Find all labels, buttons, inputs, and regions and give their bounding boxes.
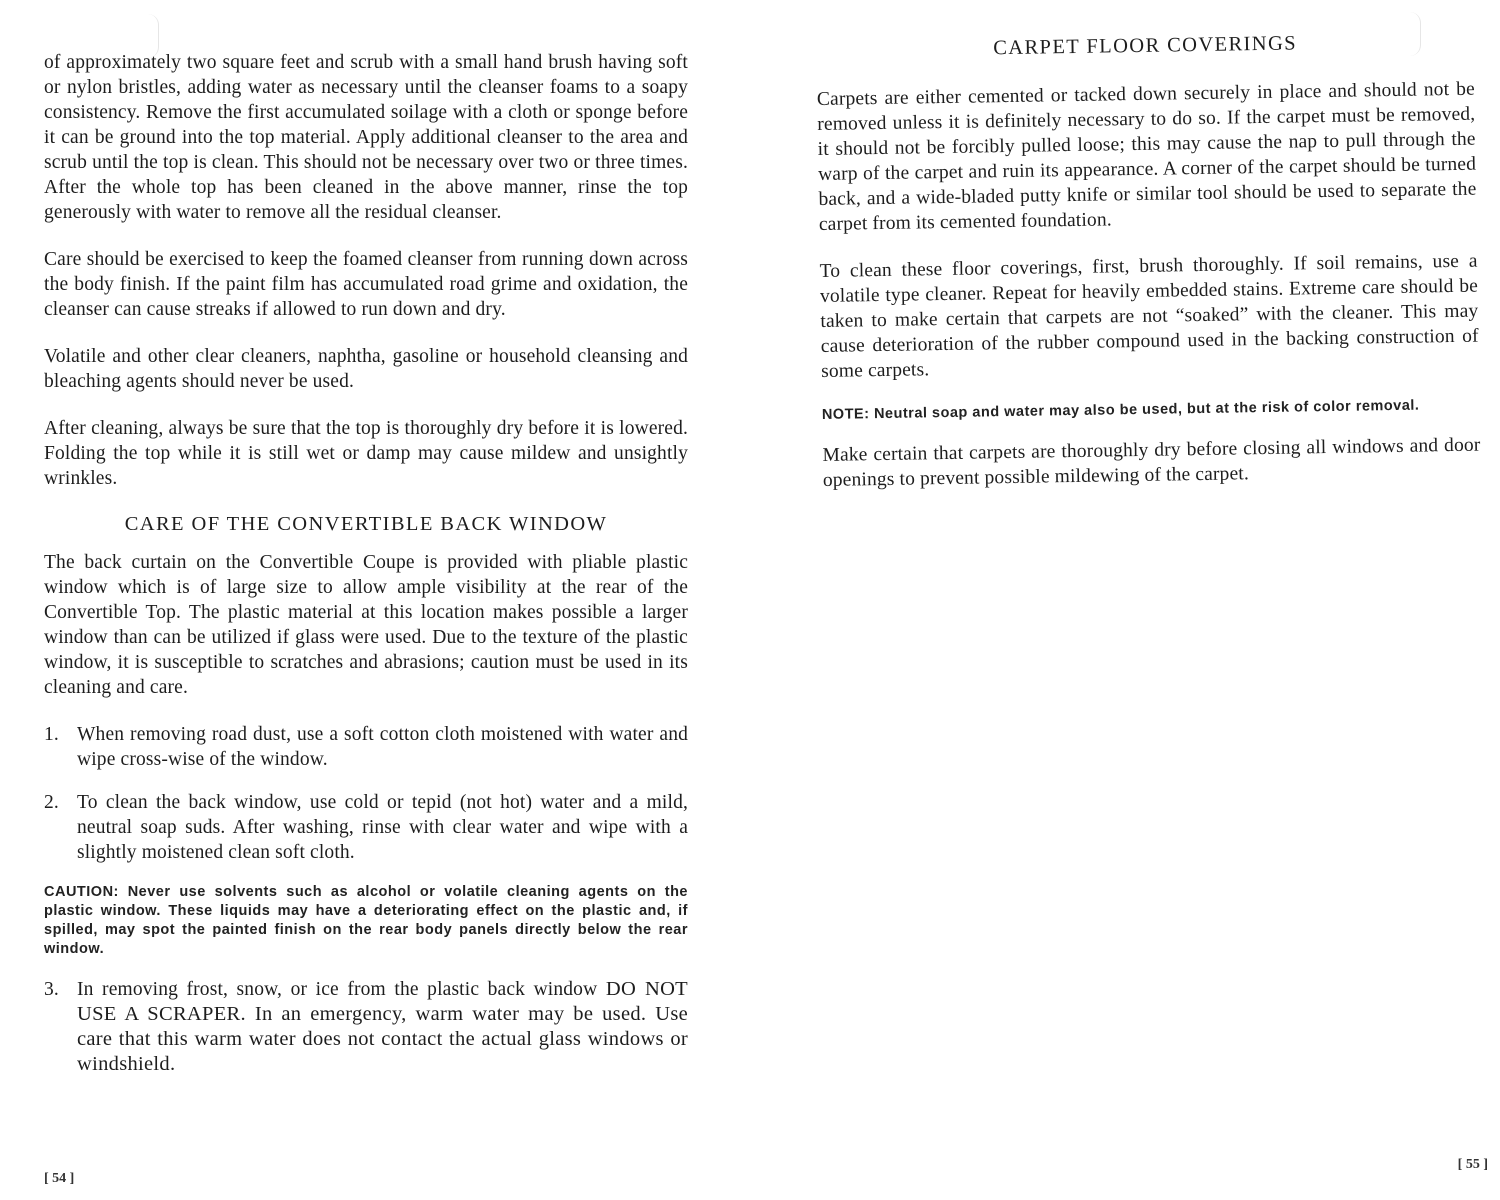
paragraph-volatile-warning: Volatile and other clear cleaners, naphtha, gasoline or household cleansing and bleaching agents should never be used. <box>44 346 688 392</box>
paragraph-cleaning-steps: of approximately two square feet and scrub with a small hand brush having soft or nylon bristles, adding water as necessary until the cleanser foams to a soapy consistency. Remove the first accumulated soilage with a cloth or sponge before it can be ground into the top material. Apply additional cleanser to the area and scrub until the top is clean. This should not be necessary over two or three times. After the whole top has been cleaned in the above manner, rinse the top generously with water to remove all the residual cleanser. <box>44 52 688 223</box>
page-number-left: [ 54 ] <box>44 1171 75 1186</box>
paragraph-carpet-removal: Carpets are either cemented or tacked down securely in place and should not be removed unless it is definitely necessary to do so. If the carpet must be removed, it should not be forcibly pulled loose; this may cause the nap to pull through the warp of the carpet and ruin its appearance. A corner of the carpet should be turned back, and a wide-bladed putty knife or similar tool should be used to separate the carpet from its cemented foundation. <box>816 78 1477 235</box>
note-neutral-soap: NOTE: Neutral soap and water may also be used, but at the risk of color removal. <box>821 397 1420 423</box>
paragraph-carpet-drying: Make certain that carpets are thoroughly dry before closing all windows and door openings to prevent possible mildewing of the carpet. <box>822 434 1481 491</box>
step-emphasis-text: DO NOT USE A SCRAPER. In an emergency, warm water may be used. Use care that this warm water does not contact the actual glass windows or windshield. <box>77 978 689 1075</box>
list-item <box>44 722 688 772</box>
step-number: 1. <box>44 724 59 745</box>
step-number: 3. <box>44 979 59 1000</box>
right-text-column <box>816 30 1481 515</box>
step-text: When removing road dust, use a soft cotton cloth moistened with water and wipe cross-wise of the window. <box>77 724 688 770</box>
back-window-steps <box>44 722 688 865</box>
left-text-column <box>44 50 688 1095</box>
paragraph-body-finish-care: Care should be exercised to keep the foamed cleanser from running down across the body finish. If the paint film has accumulated road grime and oxidation, the cleanser can cause streaks if allowed to run down and dry. <box>44 249 688 320</box>
right-page <box>750 0 1500 1200</box>
caution-note: CAUTION: Never use solvents such as alcohol or volatile cleaning agents on the plastic window. These liquids may have a deteriorating effect on the plastic and, if spilled, may spot the painted finish on the rear body panels directly below the rear window. <box>44 884 688 957</box>
step-number: 2. <box>44 792 59 813</box>
paragraph-carpet-cleaning: To clean these floor coverings, first, brush thoroughly. If soil remains, use a volatile type cleaner. Repeat for heavily embedded stains. Extreme care should be taken to make certain that carpets are not “soaked” with the cleaner. This may cause deterioration of the rubber compound used in the backing construction of some carpets. <box>819 250 1479 382</box>
page-number-right: [ 55 ] <box>1457 1157 1488 1172</box>
list-item <box>44 790 688 865</box>
step-text: In removing frost, snow, or ice from the plastic back window <box>77 979 598 1000</box>
paragraph-back-window-intro: The back curtain on the Convertible Coupe is provided with pliable plastic window which is of large size to allow ample visibility at the rear of the Convertible Top. The plastic material at this location makes possible a larger window than can be utilized if glass were used. Due to the texture of the plastic window, it is susceptible to scratches and abrasions; caution must be used in its cleaning and care. <box>44 552 688 698</box>
paragraph-drying: After cleaning, always be sure that the top is thoroughly dry before it is lowered. Folding the top while it is still wet or damp may cause mildew and unsightly wrinkles. <box>44 418 688 489</box>
step-text: To clean the back window, use cold or tepid (not hot) water and a mild, neutral soap suds. After washing, rinse with clear water and wipe with a slightly moistened clean soft cloth. <box>77 792 688 863</box>
section-heading-back-window: CARE OF THE CONVERTIBLE BACK WINDOW <box>124 513 608 535</box>
list-item <box>44 977 688 1077</box>
back-window-steps-continued <box>44 977 688 1077</box>
section-heading-carpet: CARPET FLOOR COVERINGS <box>993 32 1298 60</box>
